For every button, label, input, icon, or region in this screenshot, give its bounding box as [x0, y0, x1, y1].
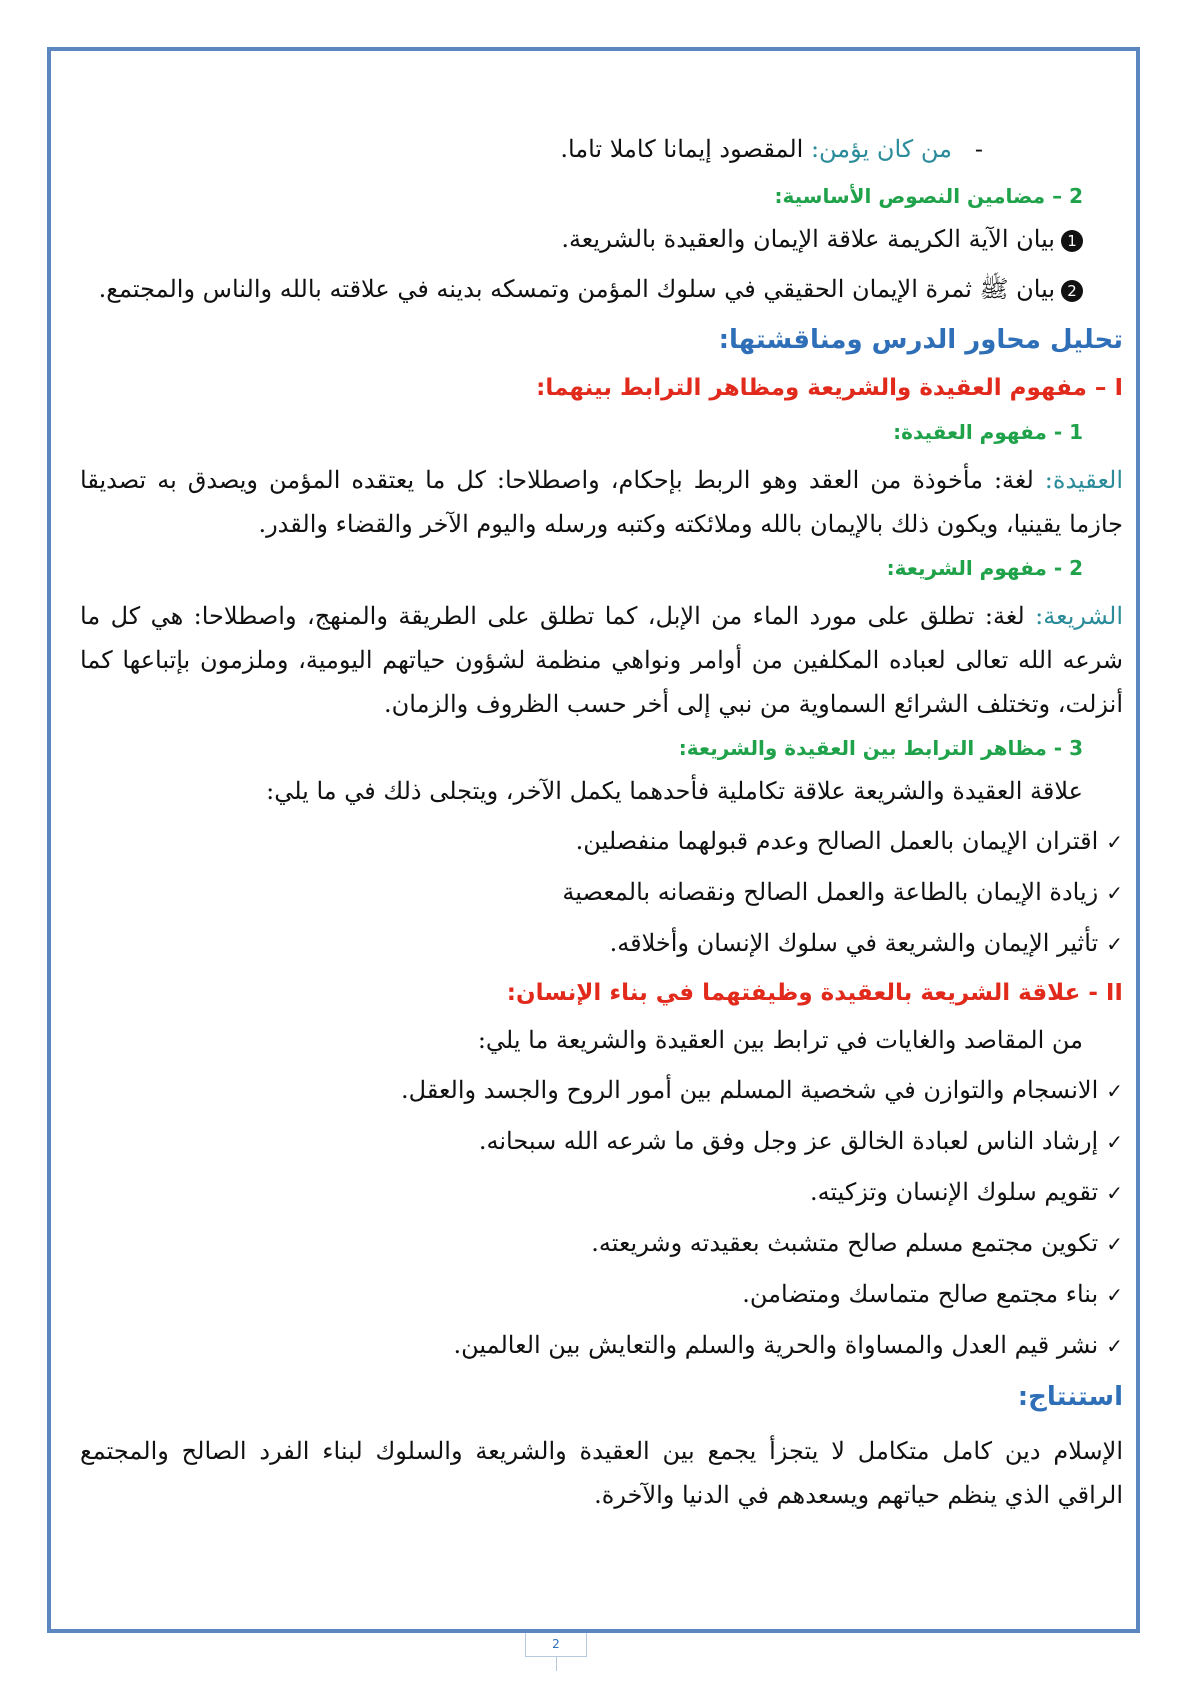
list-item-text: زيادة الإيمان بالطاعة والعمل الصالح ونقصانه بالمعصية [562, 878, 1099, 906]
sub2-term: الشريعة: [1035, 602, 1123, 630]
list-item-text: نشر قيم العدل والمساواة والحرية والسلم والتعايش بين العالمين. [453, 1331, 1099, 1359]
list-item [80, 1277, 1123, 1312]
check-icon: ✓ [1106, 932, 1123, 956]
conclusion-text: الإسلام دين كامل متكامل لا يتجزأ يجمع بين العقيدة والشريعة والسلوك لبناء الفرد الصالح والمجتمع الراقي الذي ينظم حياتهم ويسعدهم في الدنيا والآخرة. [80, 1437, 1123, 1509]
intro-definition-line [80, 132, 1123, 166]
check-icon: ✓ [1106, 830, 1123, 854]
check-icon: ✓ [1106, 881, 1123, 905]
part2-heading: II - علاقة الشريعة بالعقيدة وظيفتهما في بناء الإنسان: [506, 980, 1123, 1006]
list-item-text: اقتران الإيمان بالعمل الصالح وعدم قبولهما منفصلين. [575, 827, 1099, 855]
page-number: 2 [525, 1633, 587, 1657]
page-number-tick [556, 1657, 557, 1671]
list-item-text: إرشاد الناس لعبادة الخالق عز وجل وفق ما شرعه الله سبحانه. [478, 1127, 1099, 1155]
list-item [80, 1124, 1123, 1159]
sub1-text: لغة: مأخوذة من العقد وهو الربط بإحكام، واصطلاحا: كل ما يعتقده المؤمن ويصدق به تصديقا جازما يقينيا، ويكون ذلك بالإيمان بالله وملائكته وكتبه ورسله واليوم الآخر والقضاء والقدر. [80, 466, 1123, 538]
list-item-text: الانسجام والتوازن في شخصية المسلم بين أمور الروح والجسد والعقل. [401, 1076, 1099, 1104]
intro-term: من كان يؤمن: [810, 135, 952, 163]
list-item [80, 1175, 1123, 1210]
conclusion-heading: استنتاج: [1017, 1382, 1123, 1412]
number-circle-1-icon: 1 [1061, 230, 1083, 252]
list-item [80, 1226, 1123, 1261]
section2-item-1 [80, 222, 1123, 256]
sub2-heading: 2 - مفهوم الشريعة: [886, 556, 1083, 580]
analysis-heading: تحليل محاور الدرس ومناقشتها: [718, 325, 1123, 355]
list-item-text: بناء مجتمع صالح متماسك ومتضامن. [742, 1280, 1099, 1308]
intro-definition: المقصود إيمانا كاملا تاما. [560, 135, 811, 163]
check-icon: ✓ [1106, 1334, 1123, 1358]
check-icon: ✓ [1106, 1232, 1123, 1256]
check-icon: ✓ [1106, 1181, 1123, 1205]
sub3-intro: علاقة العقيدة والشريعة علاقة تكاملية فأحدهما يكمل الآخر، ويتجلى ذلك في ما يلي: [266, 777, 1083, 805]
section2-item-2 [80, 272, 1123, 306]
section2-item-2-text: بيان ﷺ ثمرة الإيمان الحقيقي في سلوك المؤمن وتمسكه بدينه في علاقته بالله والناس والمجتمع. [98, 275, 1055, 303]
number-circle-2-icon: 2 [1061, 280, 1083, 302]
sub1-paragraph [80, 458, 1123, 546]
sub2-text: لغة: تطلق على مورد الماء من الإبل، كما تطلق على الطريقة والمنهج، واصطلاحا: هي كل ما شرعه الله تعالى لعباده المكلفين من أوامر ونواهي منظمة لشؤون حياتهم اليومية، وملزمون بإتباعها كما أنزلت، وتختلف الشرائع السماوية من نبي إلى أخر حسب الظروف والزمان. [80, 602, 1123, 718]
section2-item-1-text: بيان الآية الكريمة علاقة الإيمان والعقيدة بالشريعة. [561, 225, 1055, 253]
part2-intro: من المقاصد والغايات في ترابط بين العقيدة والشريعة ما يلي: [477, 1026, 1083, 1054]
sub3-heading: 3 - مظاهر الترابط بين العقيدة والشريعة: [678, 736, 1083, 760]
intro-dash: - [974, 135, 983, 163]
list-item [80, 1328, 1123, 1363]
sub3-list [80, 824, 1123, 961]
list-item-text: تكوين مجتمع مسلم صالح متشبث بعقيدته وشريعته. [591, 1229, 1099, 1257]
part1-heading: I – مفهوم العقيدة والشريعة ومظاهر الترابط بينهما: [536, 375, 1123, 401]
check-icon: ✓ [1106, 1079, 1123, 1103]
part2-list [80, 1073, 1123, 1363]
check-icon: ✓ [1106, 1283, 1123, 1307]
list-item-text: تأثير الإيمان والشريعة في سلوك الإنسان وأخلاقه. [609, 929, 1099, 957]
list-item [80, 1073, 1123, 1108]
list-item [80, 824, 1123, 859]
section2-heading: 2 – مضامين النصوص الأساسية: [774, 184, 1083, 208]
sub1-term: العقيدة: [1044, 466, 1123, 494]
sub1-heading: 1 - مفهوم العقيدة: [893, 420, 1083, 444]
document-body [80, 132, 1123, 1525]
list-item [80, 926, 1123, 961]
check-icon: ✓ [1106, 1130, 1123, 1154]
list-item-text: تقويم سلوك الإنسان وتزكيته. [809, 1178, 1099, 1206]
list-item [80, 875, 1123, 910]
sub2-paragraph [80, 594, 1123, 726]
